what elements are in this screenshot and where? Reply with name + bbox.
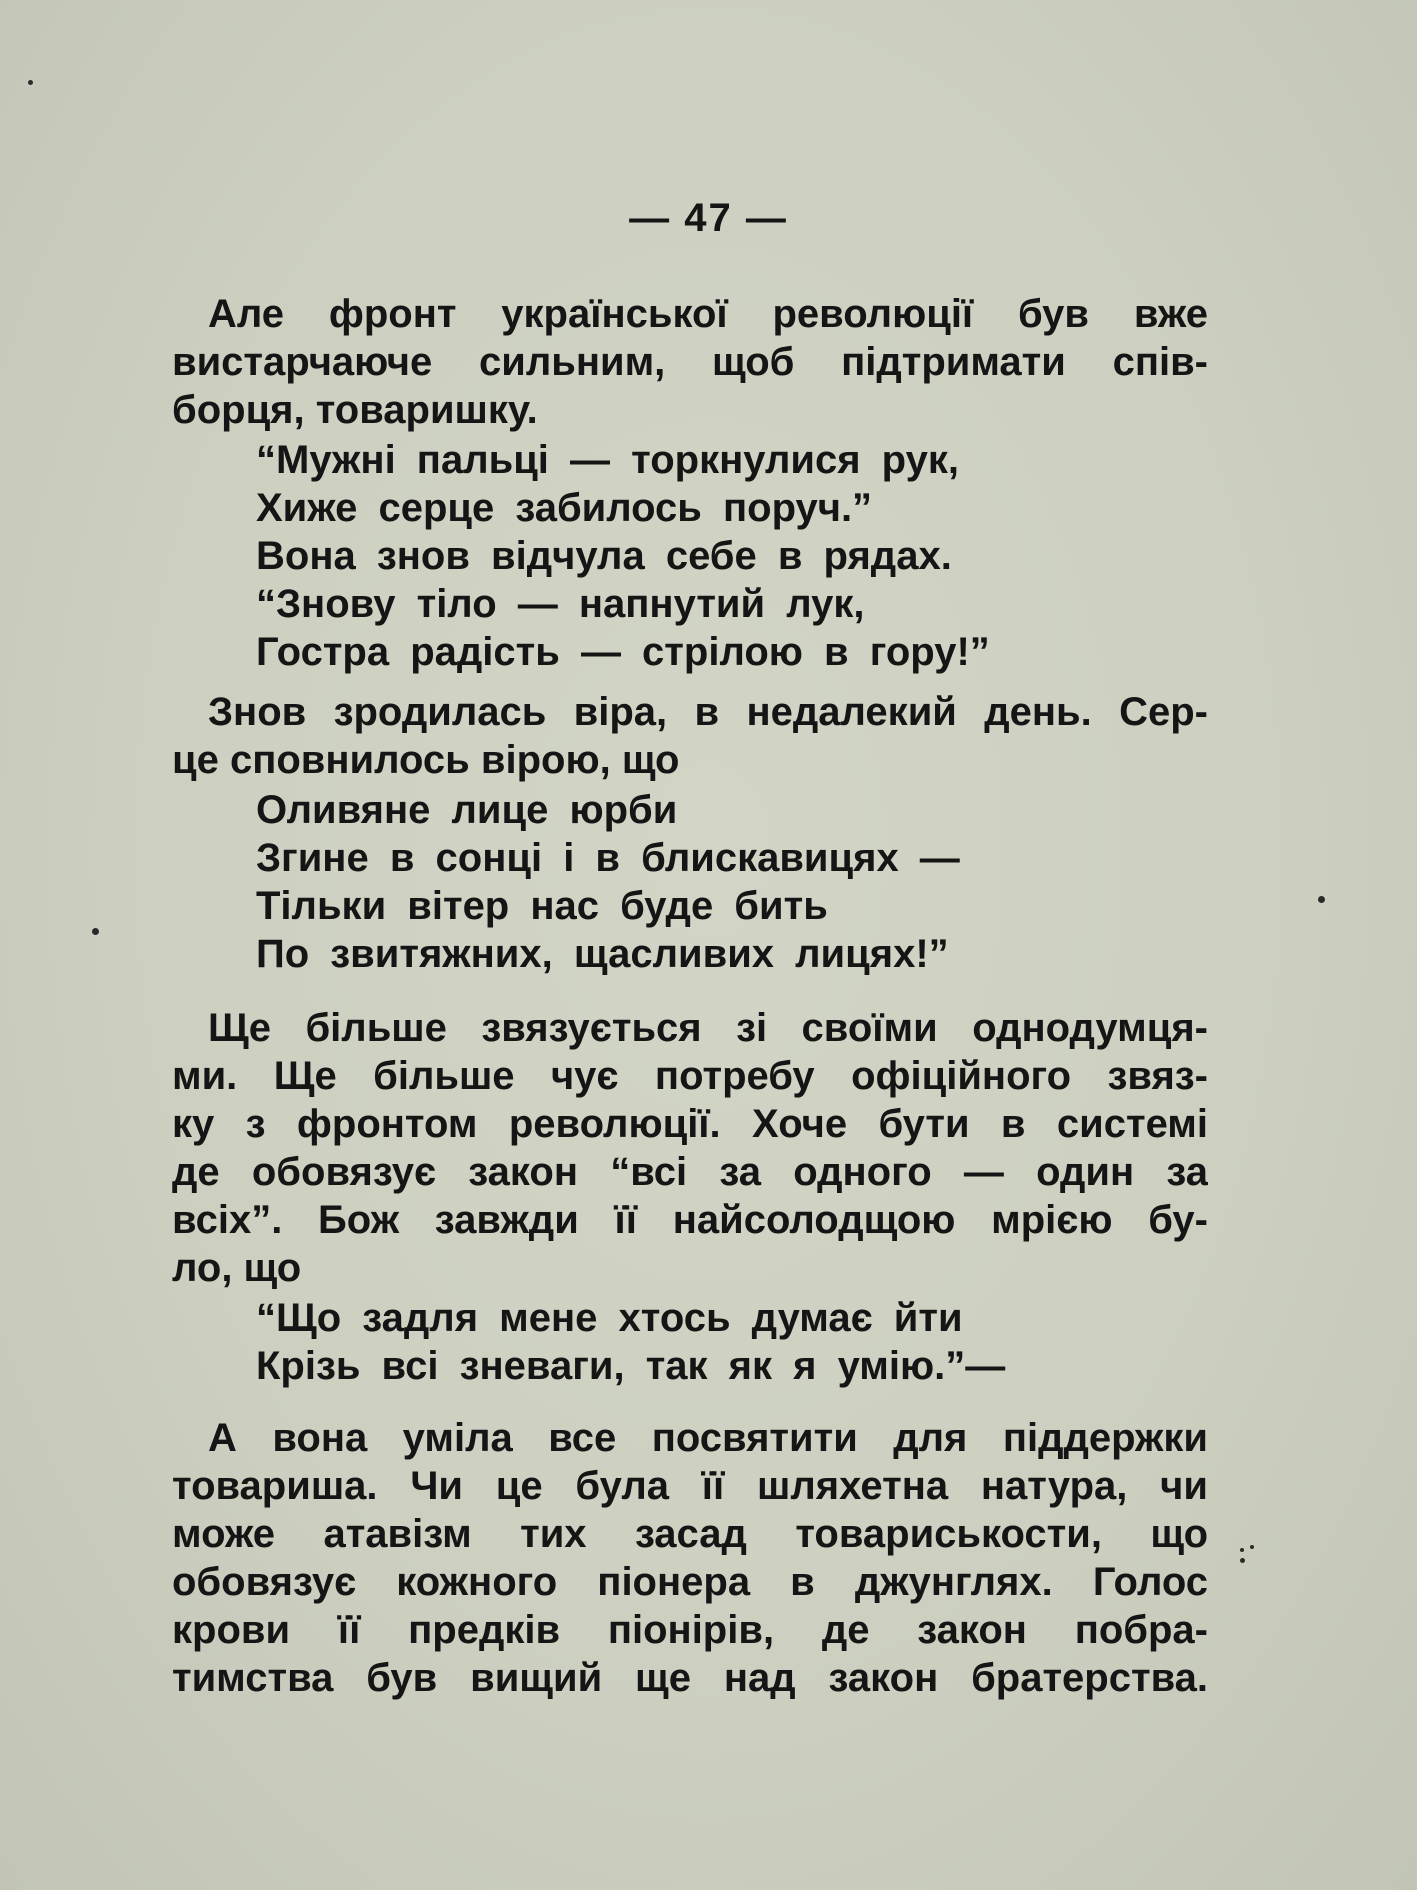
paper-speck xyxy=(1240,1548,1244,1552)
paragraph-4 xyxy=(172,1414,1208,1702)
text-line: де обовязує закон “всі за одного — один за xyxy=(172,1150,1208,1194)
text-line: Знов зродилась віра, в недалекий день. Сер- xyxy=(208,690,1208,734)
verse-3 xyxy=(172,1294,1208,1390)
text-line: ку з фронтом революції. Хоче бути в системі xyxy=(172,1102,1208,1146)
text-line: крови її предків піонірів, де закон побра- xyxy=(172,1608,1208,1652)
verse-line: Хиже серце забилось поруч.” xyxy=(256,486,873,530)
verse-line: Гостра радість — стрілою в гору!” xyxy=(256,630,990,674)
text-line: товариша. Чи це була її шляхетна натура, чи xyxy=(172,1464,1208,1508)
text-line: тимства був вищий ще над закон братерства. xyxy=(172,1656,1208,1700)
verse-line: Вона знов відчула себе в рядах. xyxy=(256,534,952,578)
text-line: борця, товаришку. xyxy=(172,388,538,432)
paragraph-3 xyxy=(172,1004,1208,1292)
text-line: це сповнилось вірою, що xyxy=(172,738,680,782)
verse-line: По звитяжних, щасливих лицях!” xyxy=(256,932,949,976)
verse-line: Згине в сонці і в блискавицях — xyxy=(256,836,960,880)
verse-line: Оливяне лице юрби xyxy=(256,788,678,832)
text-line: ло, що xyxy=(172,1246,302,1290)
paper-speck xyxy=(1318,896,1325,903)
paragraph-2 xyxy=(172,688,1208,784)
verse-line: Крізь всі зневаги, так як я умію.”— xyxy=(256,1344,1006,1388)
paper-speck xyxy=(92,928,99,935)
text-line: може атавізм тих засад товариськости, що xyxy=(172,1512,1208,1556)
paper-speck xyxy=(1250,1545,1254,1549)
text-line: всіх”. Бож завжди її найсолодщою мрією бу- xyxy=(172,1198,1208,1242)
verse-2 xyxy=(172,786,1208,978)
paragraph-1 xyxy=(172,290,1208,434)
verse-line: “Знову тіло — напнутий лук, xyxy=(256,582,865,626)
paper-speck xyxy=(28,80,33,85)
text-line: А вона уміла все посвятити для піддержки xyxy=(208,1416,1208,1460)
text-line: вистарчаюче сильним, щоб підтримати спів- xyxy=(172,340,1208,384)
text-line: ми. Ще більше чує потребу офіційного звяз- xyxy=(172,1054,1208,1098)
paper-speck xyxy=(1240,1558,1245,1563)
text-line: обовязує кожного піонера в джунглях. Голос xyxy=(172,1560,1208,1604)
verse-line: Тільки вітер нас буде бить xyxy=(256,884,828,928)
verse-1 xyxy=(172,436,1208,676)
verse-line: “Що задля мене хтось думає йти xyxy=(256,1296,963,1340)
text-line: Але фронт української революції був вже xyxy=(208,292,1208,336)
verse-line: “Мужні пальці — торкнулися рук, xyxy=(256,438,959,482)
text-line: Ще більше звязується зі своїми однодумця- xyxy=(208,1006,1208,1050)
page-number: — 47 — xyxy=(629,196,788,240)
